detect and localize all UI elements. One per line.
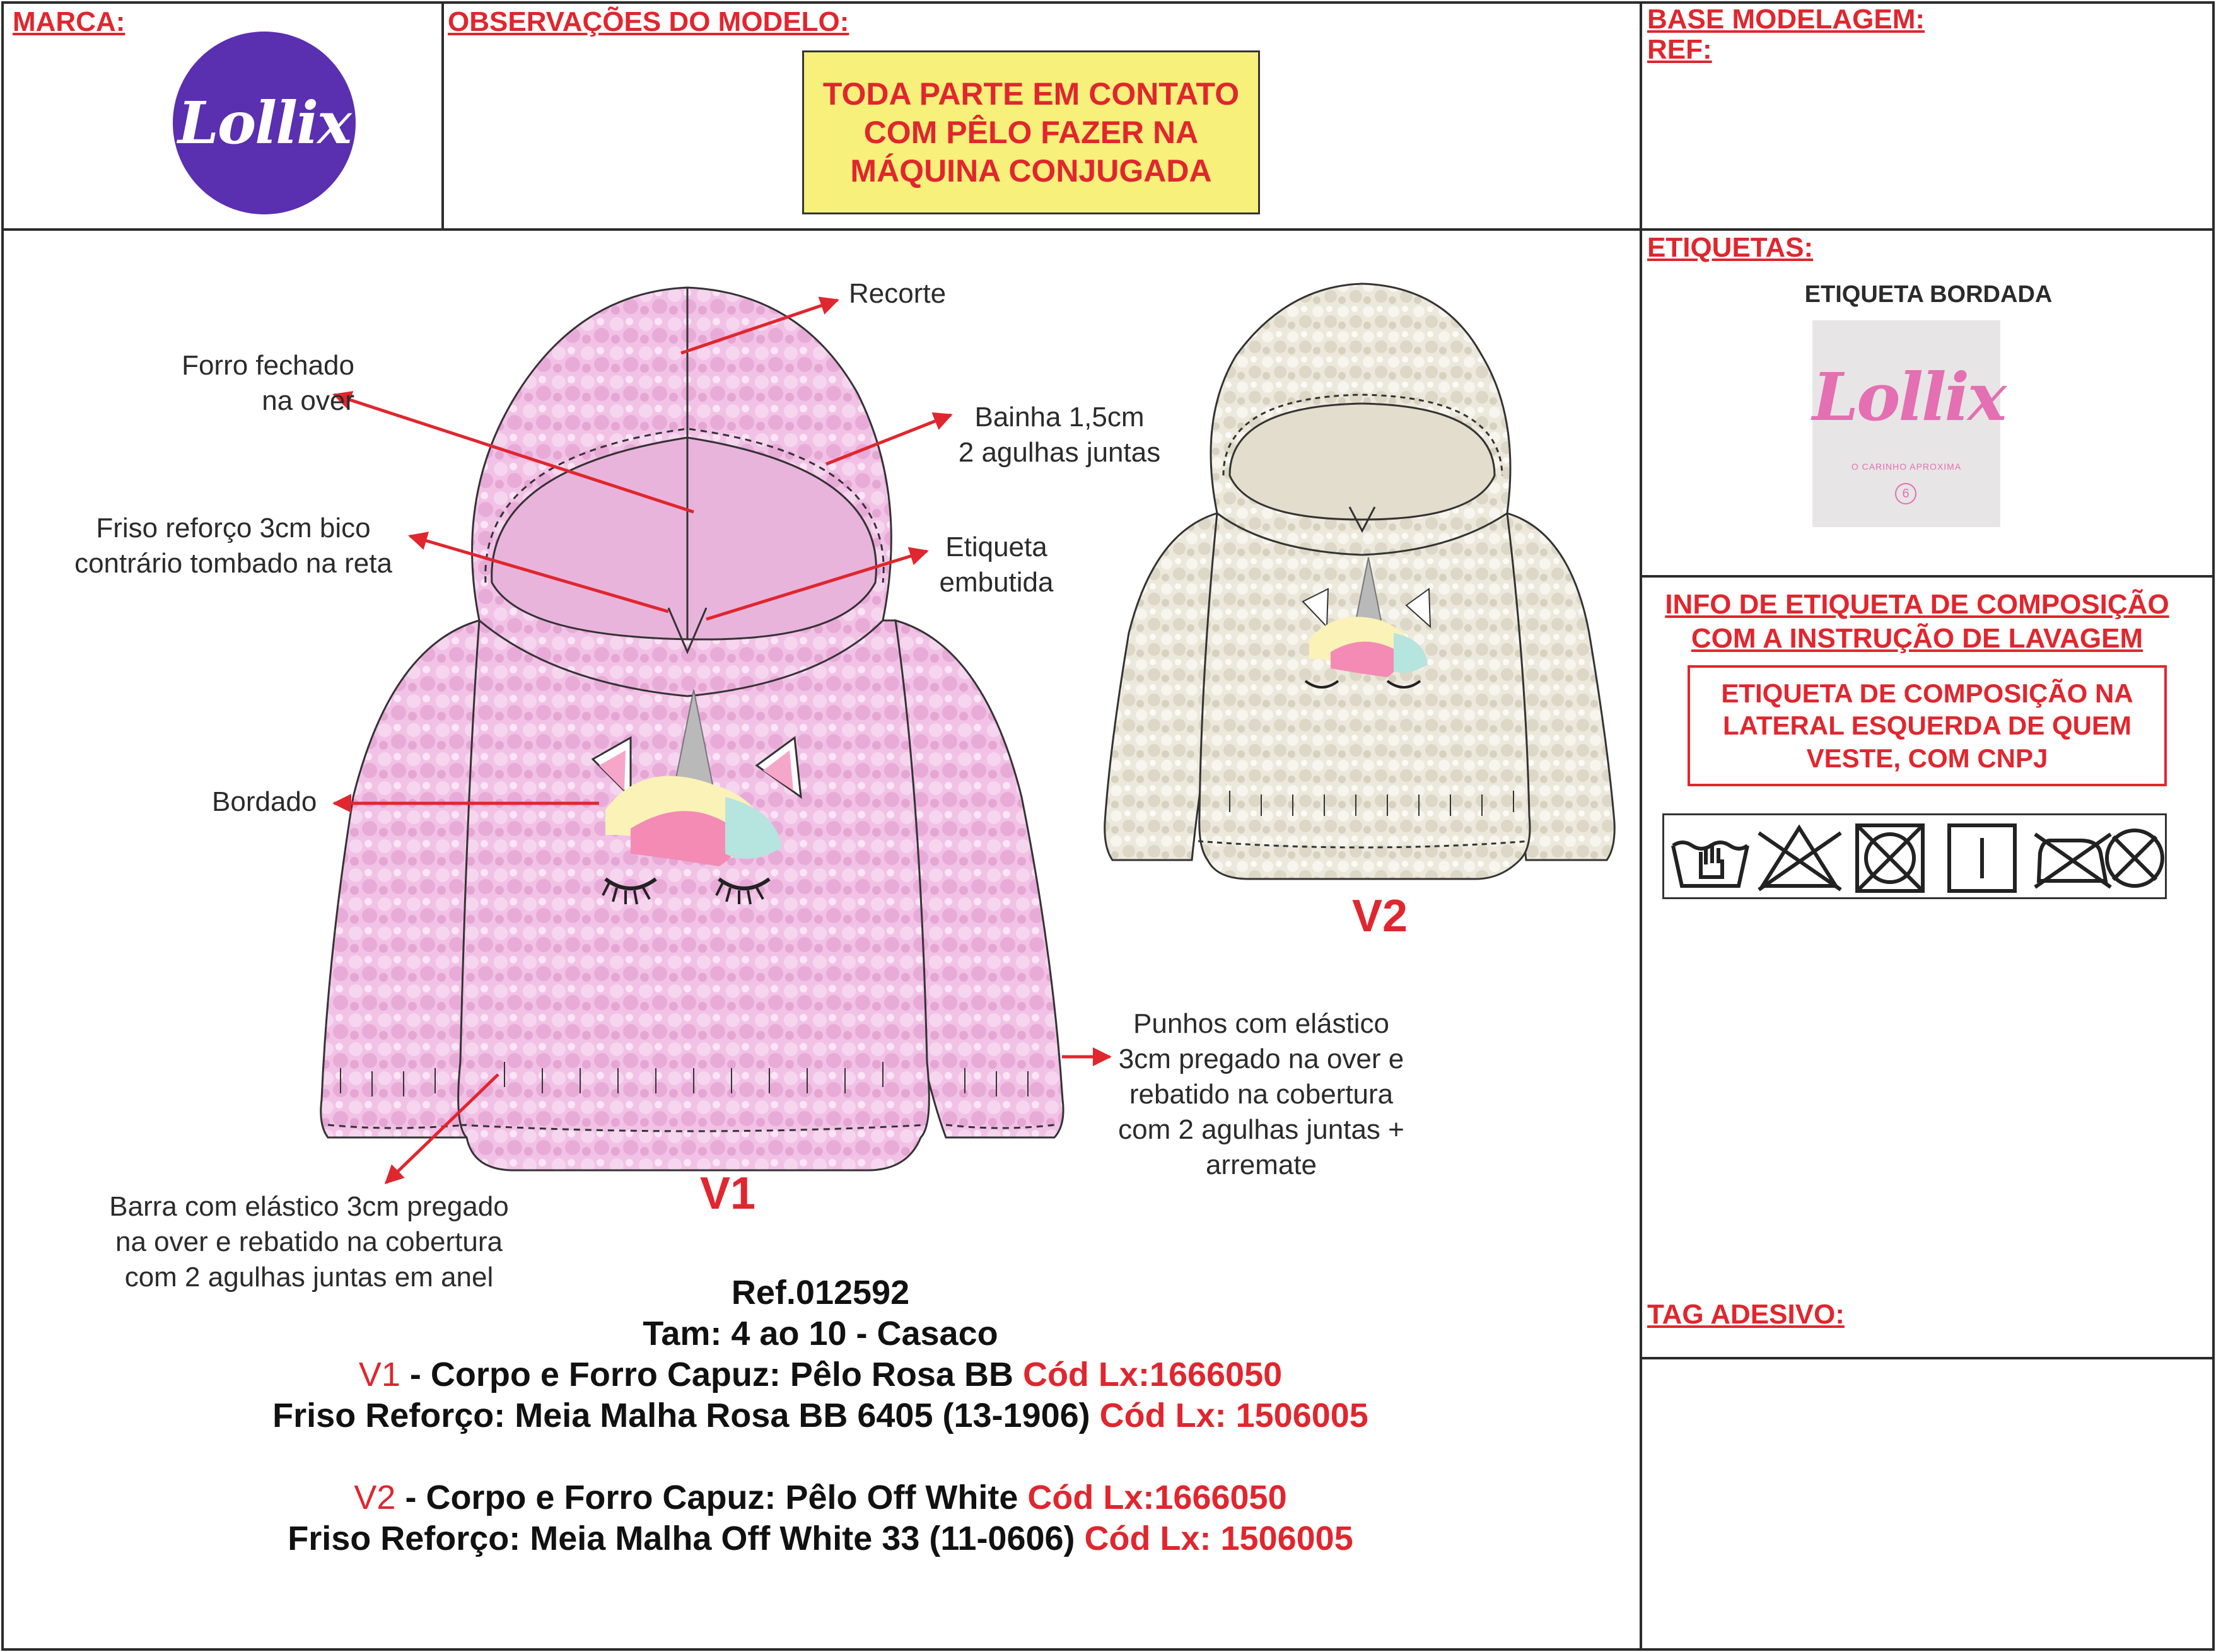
annotation-line: Forro fechado — [182, 350, 354, 381]
brand-logo-text: Lollix — [178, 89, 351, 157]
spec-tam: Tam: 4 ao 10 - Casaco — [643, 1315, 998, 1352]
annotation-line: Etiqueta — [945, 532, 1047, 562]
hoodie-v2 — [1105, 284, 1615, 879]
annotation-line: com 2 agulhas juntas + — [1118, 1114, 1404, 1145]
info-etiqueta-heading — [1646, 588, 2188, 655]
spec-v2-tag: V2 — [354, 1479, 396, 1516]
spec-v1-cod: Cód Lx:1666050 — [1022, 1356, 1283, 1393]
label-swatch — [1812, 320, 2005, 527]
spec-v1-friso — [0, 1395, 1641, 1436]
composition-line: VESTE, COM CNPJ — [1806, 743, 2048, 773]
annotation-line: 2 agulhas juntas — [958, 436, 1161, 468]
annotation-etiqueta — [921, 530, 1072, 600]
annotation-bainha — [933, 400, 1186, 470]
annotation-forro — [126, 348, 354, 419]
v2-hood-opening — [1230, 404, 1495, 520]
spec-v2-cod: Cód Lx:1666050 — [1027, 1479, 1287, 1516]
etiqueta-bordada-title: ETIQUETA BORDADA — [1804, 281, 2053, 308]
spec-v1-friso-text: Friso Reforço: Meia Malha Rosa BB 6405 (13-1906) — [272, 1397, 1100, 1434]
line-dry-icon — [1949, 825, 2015, 891]
annotation-line: arremate — [1205, 1149, 1317, 1180]
annotation-line: embutida — [939, 566, 1054, 598]
annotation-bordado: Bordado — [212, 786, 317, 817]
label-logo: Lollix — [1812, 358, 2005, 436]
heading-line: COM A INSTRUÇÃO DE LAVAGEM — [1691, 622, 2143, 654]
spec-v2-friso-cod: Cód Lx: 1506005 — [1084, 1520, 1353, 1557]
brand-logo — [173, 32, 356, 214]
label-size: 6 — [1902, 487, 1910, 501]
annotation-line: na over — [262, 385, 354, 416]
observacoes-note — [802, 50, 1260, 214]
spec-v2 — [0, 1477, 1641, 1518]
spec-spacer — [0, 1436, 1641, 1477]
do-not-dry-clean-icon — [2107, 830, 2162, 886]
tag-adesivo-label: TAG ADESIVO: — [1647, 1299, 1845, 1330]
do-not-tumble-dry-icon — [1857, 825, 1923, 891]
observacoes-label: OBSERVAÇÕES DO MODELO: — [448, 6, 849, 37]
spec-v2-friso-text: Friso Reforço: Meia Malha Off White 33 (11-0606) — [288, 1520, 1085, 1557]
annotation-punhos — [1097, 1006, 1425, 1182]
spec-v2-friso — [0, 1518, 1641, 1559]
annotation-line: Barra com elástico 3cm pregado — [109, 1191, 509, 1222]
marca-label: MARCA: — [13, 6, 125, 37]
spec-v1-friso-cod: Cód Lx: 1506005 — [1099, 1397, 1368, 1434]
note-line: COM PÊLO FAZER NA — [863, 114, 1199, 150]
base-modelagem-label: BASE MODELAGEM: — [1647, 4, 1925, 35]
spec-v2-text: - Corpo e Forro Capuz: Pêlo Off White — [395, 1479, 1028, 1516]
v2-body — [1199, 513, 1530, 879]
note-line: MÁQUINA CONJUGADA — [850, 153, 1212, 189]
do-not-bleach-icon — [1759, 828, 1841, 890]
marca-divider — [441, 1, 444, 230]
annotation-line: Punhos com elástico — [1133, 1008, 1389, 1039]
annotation-line: na over e rebatido na cobertura — [115, 1226, 503, 1257]
annotation-line: rebatido na cobertura — [1129, 1078, 1394, 1110]
v1-label: V1 — [700, 1168, 756, 1219]
tag-divider — [1640, 1357, 2215, 1359]
composition-line: LATERAL ESQUERDA DE QUEM — [1723, 711, 2131, 741]
spec-v1-tag: V1 — [358, 1356, 400, 1393]
spec-ref: Ref.012592 — [731, 1274, 910, 1312]
heading-line: INFO DE ETIQUETA DE COMPOSIÇÃO — [1665, 589, 2169, 620]
v2-label: V2 — [1352, 891, 1408, 941]
annotation-line: Friso reforço 3cm bico — [96, 513, 371, 544]
ref-label: REF: — [1647, 34, 1712, 65]
annotation-line: Bainha 1,5cm — [974, 402, 1145, 433]
annotation-friso — [50, 511, 416, 581]
composition-note — [1688, 665, 2167, 786]
spec-v1-text: - Corpo e Forro Capuz: Pêlo Rosa BB — [400, 1356, 1023, 1393]
annotation-recorte: Recorte — [849, 278, 947, 309]
do-not-iron-icon — [2035, 834, 2111, 887]
care-symbols — [1662, 813, 2167, 899]
label-size-badge — [1895, 483, 1916, 504]
annotation-line: com 2 agulhas juntas em anel — [124, 1261, 494, 1293]
annotation-line: contrário tombado na reta — [74, 547, 392, 579]
note-line: TODA PARTE EM CONTATO — [822, 76, 1240, 112]
spec-block — [0, 1272, 1641, 1559]
annotation-line: 3cm pregado na over e — [1118, 1043, 1404, 1074]
etiquetas-divider — [1640, 575, 2215, 578]
etiquetas-label: ETIQUETAS: — [1647, 232, 1814, 263]
composition-line: ETIQUETA DE COMPOSIÇÃO NA — [1721, 678, 2133, 709]
spec-v1 — [0, 1354, 1641, 1395]
hand-wash-icon — [1673, 842, 1747, 886]
label-tagline: O CARINHO APROXIMA — [1851, 462, 1962, 472]
